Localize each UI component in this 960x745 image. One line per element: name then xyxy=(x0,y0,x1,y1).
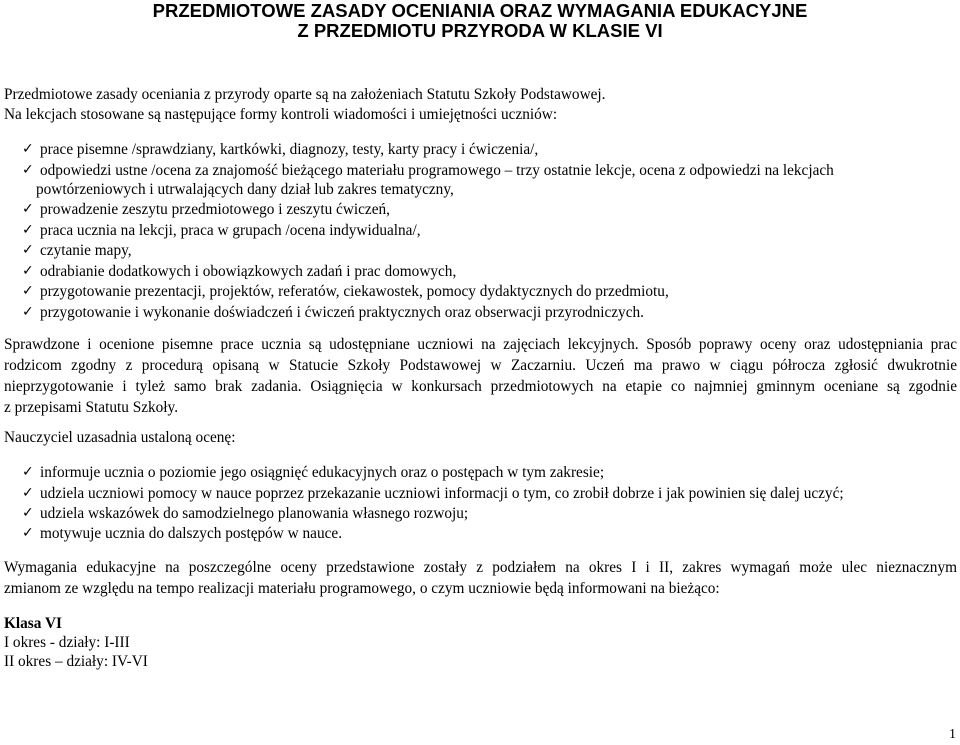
forms-list-item-continuation: powtórzeniowych i utrwalających dany dział lub zakres tematyczny, xyxy=(36,181,454,198)
checkmark-icon: ✓ xyxy=(22,304,34,320)
paragraph-line: rodzicom zgodny z procedurą opisaną w Statucie Szkoły Podstawowej w Zaczarniu. Uczeń ma prawo w ciągu półrocza zgłosić dwukrotnie xyxy=(4,357,957,374)
paragraph-line: nieprzygotowanie i tyleż samo brak zadania. Osiągnięcia w konkursach przedmiotowych na etapie co najmniej gminnym oceniane są zgodnie xyxy=(4,378,957,395)
forms-list-item-text: odpowiedzi ustne /ocena za znajomość bieżącego materiału programowego – trzy ostatnie lekcje, ocena z odpowiedzi na lekcjach xyxy=(40,162,834,179)
checkmark-icon: ✓ xyxy=(22,485,34,501)
document-title-line-1: PRZEDMIOTOWE ZASADY OCENIANIA ORAZ WYMAGANIA EDUKACYJNE xyxy=(152,0,808,21)
checkmark-icon: ✓ xyxy=(22,464,34,480)
page-number: 1 xyxy=(949,727,956,742)
paragraph-work-access xyxy=(4,334,957,418)
class-heading: Klasa VI xyxy=(4,615,62,632)
intro-line-1: Przedmiotowe zasady oceniania z przyrody oparte są na założeniach Statutu Szkoły Podstawowej. xyxy=(4,86,606,103)
teacher-list-item-text: udziela wskazówek do samodzielnego planowania własnego rozwoju; xyxy=(40,505,469,522)
paragraph-line: z przepisami Statutu Szkoły. xyxy=(4,399,179,416)
document-title-line-2: Z PRZEDMIOTU PRZYRODA W KLASIE VI xyxy=(297,20,663,41)
intro-line-2: Na lekcjach stosowane są następujące formy kontroli wiadomości i umiejętności uczniów: xyxy=(4,106,558,123)
checkmark-icon: ✓ xyxy=(22,162,34,178)
teacher-list-item-text: informuje ucznia o poziomie jego osiągnięć edukacyjnych oraz o postępach w tym zakresie; xyxy=(40,464,605,481)
checkmark-icon: ✓ xyxy=(22,263,34,279)
teacher-list-item-text: udziela uczniowi pomocy w nauce poprzez przekazanie uczniowi informacji o tym, co zrobił dobrze i jak powinien się dalej uczyć; xyxy=(40,485,844,502)
checkmark-icon: ✓ xyxy=(22,201,34,217)
forms-list-item-text: odrabianie dodatkowych i obowiązkowych zadań i prac domowych, xyxy=(40,263,457,280)
checkmark-icon: ✓ xyxy=(22,525,34,541)
paragraph-line: Sprawdzone i ocenione pisemne prace ucznia są udostępniane uczniowi na zajęciach lekcyjnych. Sposób poprawy oceny oraz udostępniania prac xyxy=(4,336,957,353)
forms-list-item-text: przygotowanie i wykonanie doświadczeń i ćwiczeń praktycznych oraz obserwacji przyrodniczych. xyxy=(40,304,644,321)
forms-list-item-text: czytanie mapy, xyxy=(40,242,132,259)
class-term-1: I okres - działy: I-III xyxy=(4,634,130,651)
teacher-list-item-text: motywuje ucznia do dalszych postępów w nauce. xyxy=(40,525,343,542)
forms-list-item-text: praca ucznia na lekcji, praca w grupach /ocena indywidualna/, xyxy=(40,222,421,239)
checkmark-icon: ✓ xyxy=(22,141,34,157)
forms-list-item-text: prace pisemne /sprawdziany, kartkówki, diagnozy, testy, karty pracy i ćwiczenia/, xyxy=(40,141,539,158)
paragraph-requirements xyxy=(4,557,957,599)
checkmark-icon: ✓ xyxy=(22,222,34,238)
forms-list-item-text: prowadzenie zeszytu przedmiotowego i zeszytu ćwiczeń, xyxy=(40,201,390,218)
checkmark-icon: ✓ xyxy=(22,242,34,258)
teacher-intro: Nauczyciel uzasadnia ustaloną ocenę: xyxy=(4,429,236,446)
paragraph-line: zmianom ze względu na tempo realizacji materiału programowego, o czym uczniowie będą informowani na bieżąco: xyxy=(4,580,720,597)
paragraph-line: Wymagania edukacyjne na poszczególne oceny przedstawione zostały z podziałem na okres I i II, zakres wymagań może ulec nieznacznym xyxy=(4,559,957,576)
class-term-2: II okres – działy: IV-VI xyxy=(4,653,148,670)
checkmark-icon: ✓ xyxy=(22,283,34,299)
forms-list-item-text: przygotowanie prezentacji, projektów, referatów, ciekawostek, pomocy dydaktycznych do przedmiotu, xyxy=(40,283,669,300)
checkmark-icon: ✓ xyxy=(22,505,34,521)
